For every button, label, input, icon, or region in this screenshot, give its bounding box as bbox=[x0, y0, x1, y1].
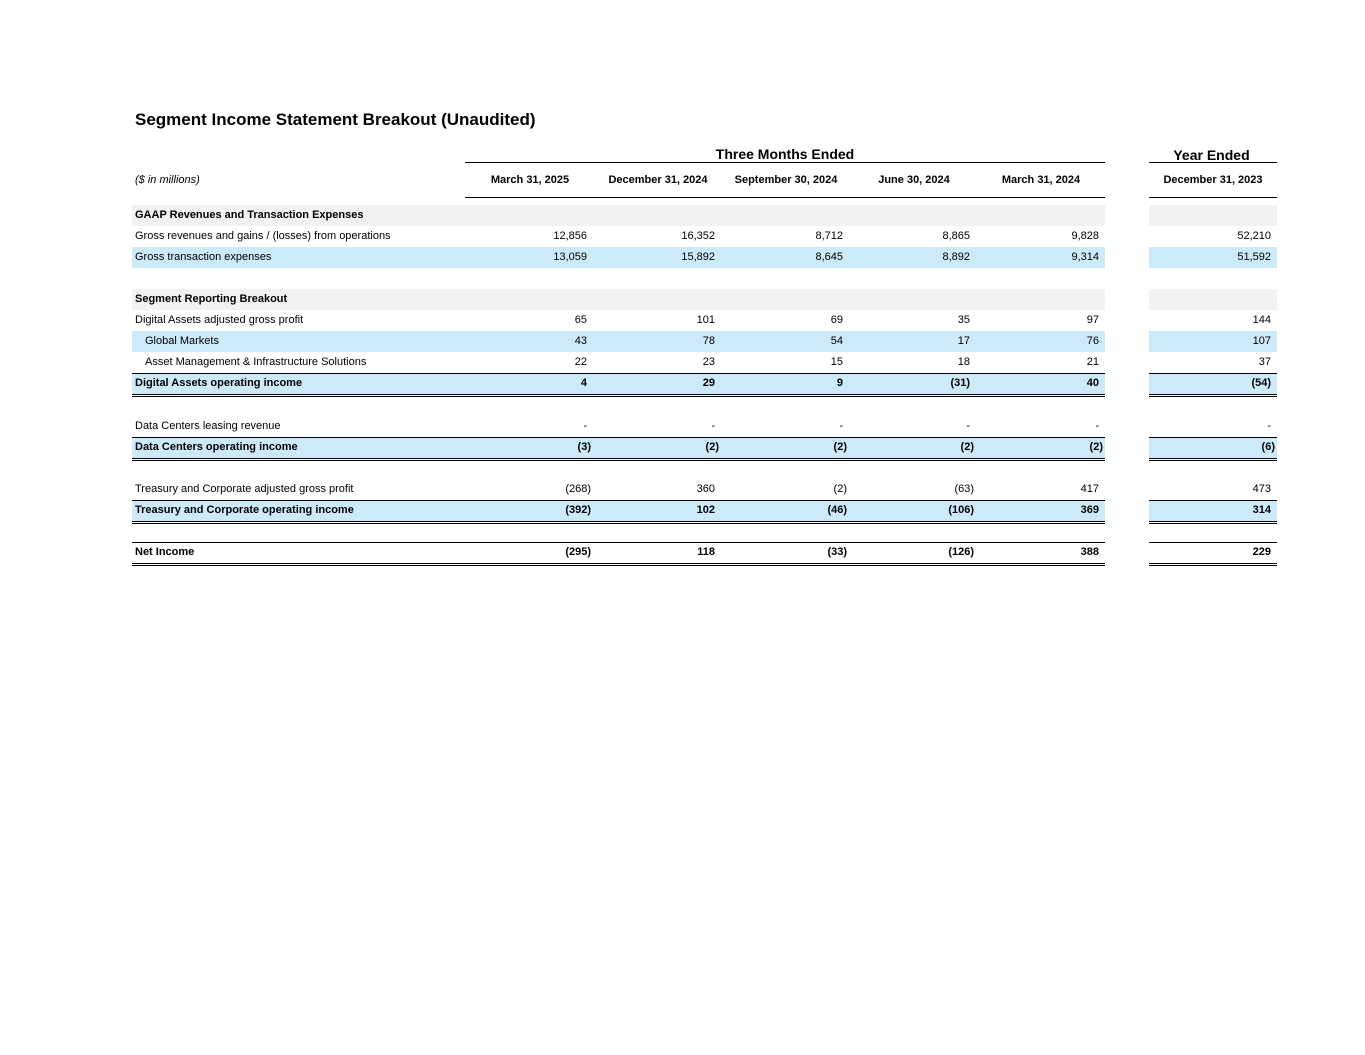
cell-value: (126) bbox=[948, 546, 974, 558]
cell-value: - bbox=[583, 420, 587, 432]
row-label: Data Centers operating income bbox=[135, 441, 298, 453]
cell-value: - bbox=[966, 420, 970, 432]
cell-value: 8,892 bbox=[942, 251, 970, 263]
row-label: GAAP Revenues and Transaction Expenses bbox=[135, 209, 364, 221]
cell-value-year: - bbox=[1267, 420, 1271, 432]
net-income-row bbox=[0, 542, 1365, 563]
cell-value-year: 314 bbox=[1252, 504, 1271, 516]
year-ended-header: Year Ended bbox=[1173, 147, 1250, 163]
cell-value: 40 bbox=[1086, 377, 1099, 389]
table-row bbox=[0, 331, 1365, 352]
table-row bbox=[0, 247, 1365, 268]
cell-value: (2) bbox=[1089, 441, 1103, 453]
table-row bbox=[0, 479, 1365, 500]
three-months-header: Three Months Ended bbox=[715, 146, 855, 162]
row-label: Asset Management & Infrastructure Solutions bbox=[145, 356, 367, 368]
cell-value: 8,865 bbox=[942, 230, 970, 242]
subtotal-row bbox=[0, 437, 1365, 458]
cell-value: 97 bbox=[1086, 314, 1099, 326]
cell-value: 43 bbox=[574, 335, 587, 347]
cell-value: (295) bbox=[565, 546, 591, 558]
cell-value: - bbox=[839, 420, 843, 432]
cell-value: 15 bbox=[830, 356, 843, 368]
cell-value-year: 37 bbox=[1258, 356, 1271, 368]
cell-value: 18 bbox=[957, 356, 970, 368]
three-months-underline bbox=[465, 162, 1105, 163]
column-header-rule bbox=[465, 197, 1105, 198]
cell-value: 369 bbox=[1080, 504, 1099, 516]
table-row bbox=[0, 416, 1365, 437]
cell-value: (31) bbox=[950, 377, 970, 389]
cell-value: 23 bbox=[702, 356, 715, 368]
units-note: ($ in millions) bbox=[135, 174, 200, 186]
column-header: March 31, 2024 bbox=[1001, 174, 1081, 186]
row-label: Segment Reporting Breakout bbox=[135, 293, 288, 305]
cell-value: 118 bbox=[697, 546, 715, 558]
cell-value: (33) bbox=[827, 546, 847, 558]
cell-value: (268) bbox=[565, 483, 591, 495]
cell-value: 102 bbox=[696, 504, 715, 516]
year-header-rule bbox=[1149, 197, 1277, 198]
cell-value: 78 bbox=[702, 335, 715, 347]
cell-value: 21 bbox=[1086, 356, 1099, 368]
cell-value: - bbox=[711, 420, 715, 432]
row-label: Net Income bbox=[135, 546, 195, 558]
year-ended-underline bbox=[1149, 162, 1277, 163]
statement-title: Segment Income Statement Breakout (Unaudited) bbox=[135, 110, 536, 129]
table-row bbox=[0, 310, 1365, 331]
cell-value: (63) bbox=[954, 483, 974, 495]
table-row bbox=[0, 352, 1365, 373]
cell-value: 360 bbox=[696, 483, 715, 495]
cell-value: (2) bbox=[833, 441, 847, 453]
cell-value-year: 229 bbox=[1252, 546, 1271, 558]
cell-value-year: 51,592 bbox=[1237, 251, 1271, 263]
cell-value: 16,352 bbox=[681, 230, 715, 242]
row-label: Treasury and Corporate adjusted gross profit bbox=[135, 483, 354, 495]
cell-value: 417 bbox=[1080, 483, 1099, 495]
cell-value: 9 bbox=[836, 377, 843, 389]
cell-value: 9,314 bbox=[1071, 251, 1099, 263]
cell-value: 35 bbox=[957, 314, 970, 326]
row-label: Treasury and Corporate operating income bbox=[135, 504, 354, 516]
cell-value: 8,645 bbox=[815, 251, 843, 263]
cell-value: (392) bbox=[565, 504, 591, 516]
row-label: Gross transaction expenses bbox=[135, 251, 272, 263]
row-label: Digital Assets operating income bbox=[135, 377, 303, 389]
cell-value: 69 bbox=[830, 314, 843, 326]
cell-value: 17 bbox=[957, 335, 970, 347]
cell-value: 4 bbox=[580, 377, 587, 389]
subtotal-row bbox=[0, 373, 1365, 394]
cell-value: (2) bbox=[833, 483, 847, 495]
row-label: Digital Assets adjusted gross profit bbox=[135, 314, 304, 326]
cell-value: 12,856 bbox=[553, 230, 587, 242]
cell-value: (2) bbox=[960, 441, 974, 453]
cell-value-year: 107 bbox=[1252, 335, 1271, 347]
cell-value: 13,059 bbox=[553, 251, 587, 263]
column-header: September 30, 2024 bbox=[734, 174, 838, 186]
cell-value: 76 bbox=[1086, 335, 1099, 347]
row-label: Global Markets bbox=[145, 335, 219, 347]
column-header: June 30, 2024 bbox=[878, 174, 950, 186]
cell-value-year: 52,210 bbox=[1237, 230, 1271, 242]
cell-value: (3) bbox=[577, 441, 591, 453]
cell-value-year: 473 bbox=[1252, 483, 1271, 495]
section-header-row bbox=[0, 205, 1365, 226]
cell-value: 22 bbox=[574, 356, 587, 368]
column-header: December 31, 2024 bbox=[608, 174, 708, 186]
cell-value: (46) bbox=[827, 504, 847, 516]
cell-value: (2) bbox=[705, 441, 719, 453]
cell-value-year: (54) bbox=[1251, 377, 1271, 389]
cell-value: 8,712 bbox=[815, 230, 843, 242]
cell-value: (106) bbox=[948, 504, 974, 516]
cell-value: - bbox=[1095, 420, 1099, 432]
cell-value-year: (6) bbox=[1261, 441, 1275, 453]
row-label: Data Centers leasing revenue bbox=[135, 420, 281, 432]
row-label: Gross revenues and gains / (losses) from operations bbox=[135, 230, 391, 242]
cell-value: 29 bbox=[702, 377, 715, 389]
cell-value: 54 bbox=[830, 335, 843, 347]
cell-value-year: 144 bbox=[1252, 314, 1271, 326]
cell-value: 65 bbox=[574, 314, 587, 326]
table-row bbox=[0, 226, 1365, 247]
section-header-row bbox=[0, 289, 1365, 310]
cell-value: 388 bbox=[1080, 546, 1099, 558]
cell-value: 9,828 bbox=[1071, 230, 1099, 242]
year-column-header: December 31, 2023 bbox=[1163, 174, 1263, 186]
cell-value: 15,892 bbox=[681, 251, 715, 263]
column-header: March 31, 2025 bbox=[490, 174, 570, 186]
subtotal-row bbox=[0, 500, 1365, 521]
cell-value: 101 bbox=[696, 314, 715, 326]
